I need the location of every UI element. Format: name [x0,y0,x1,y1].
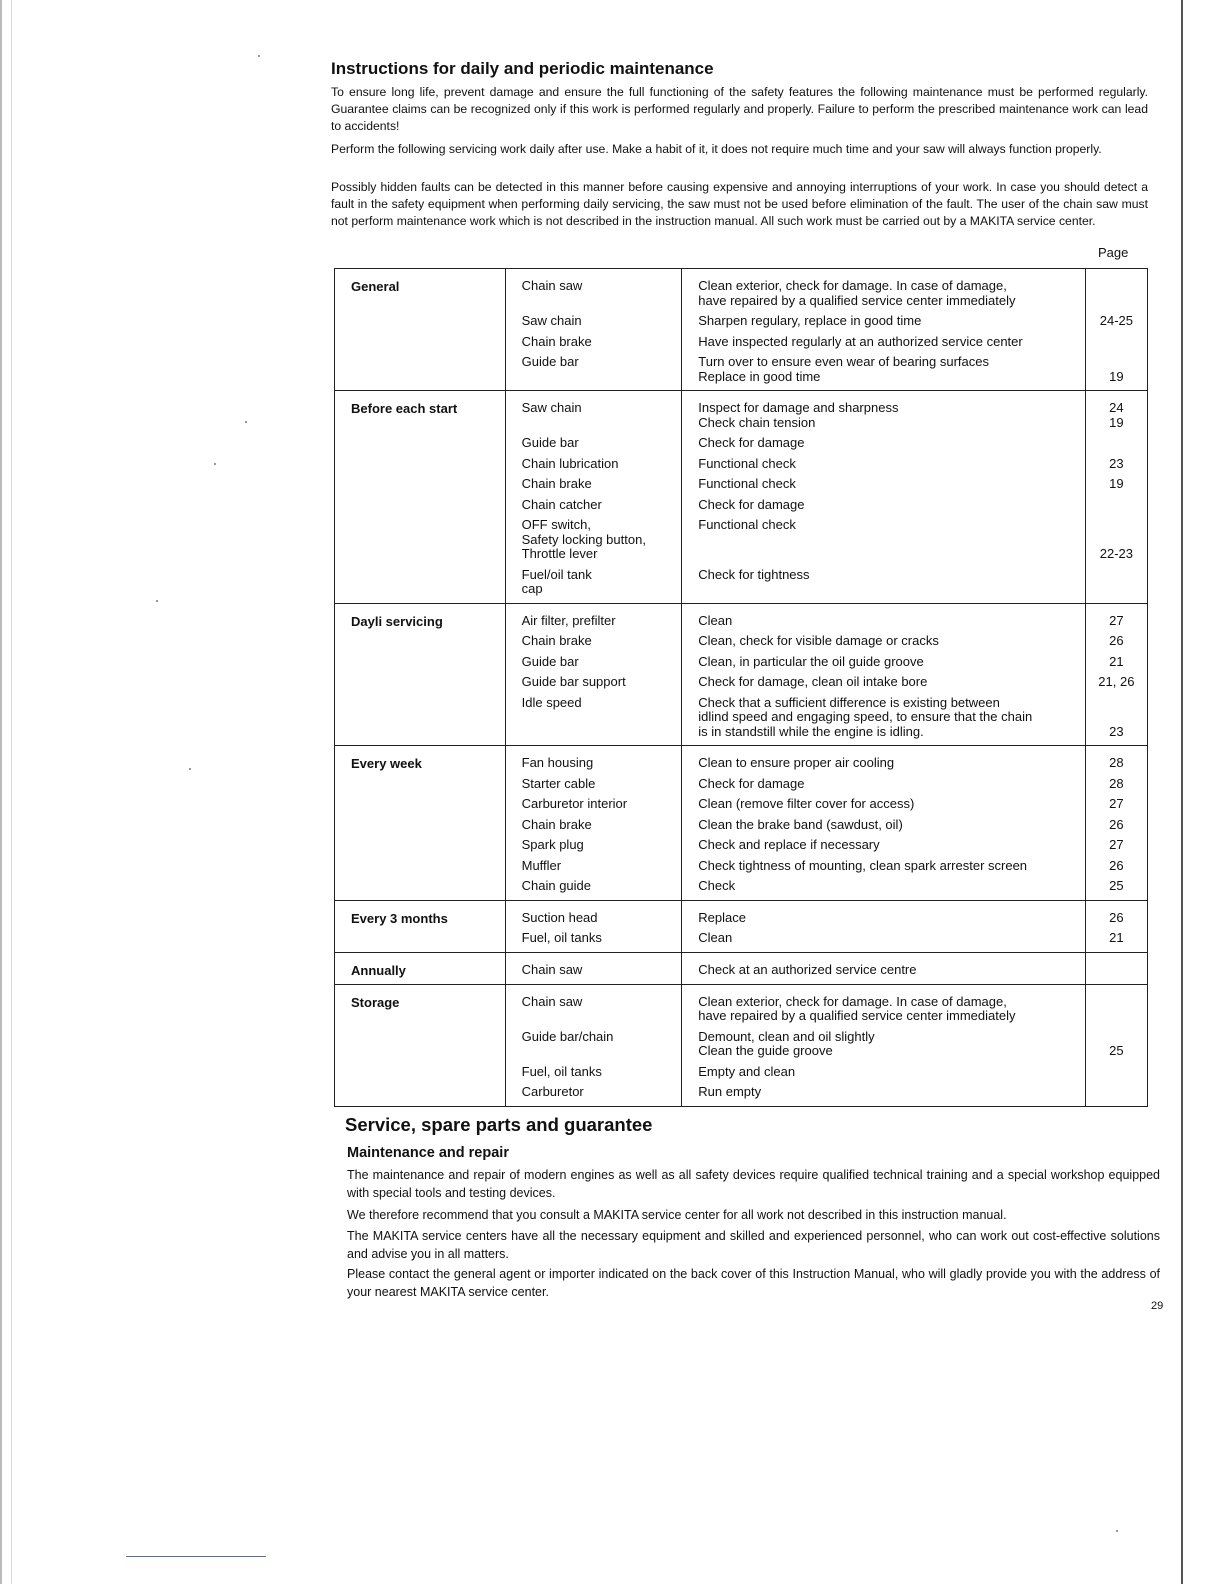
page-reference: 25 [1109,1043,1124,1058]
task-description: Check tightness of mounting, clean spark arrester screen [698,857,1028,873]
scan-speck [1116,1530,1118,1532]
task-description: Check for tightness [698,566,810,582]
table-row [335,746,1148,901]
task-description [698,582,1074,597]
part-name: Spark plug [521,837,584,852]
part-cell [505,603,682,746]
part-cell [505,900,682,952]
part-cell [505,984,682,1106]
task-description: Inspect for damage and sharpness [698,400,899,415]
task-description: Check for damage [698,435,805,450]
page-reference: 27 [1109,837,1124,852]
task-description: Clean [698,930,733,945]
page-reference: 26 [1109,909,1124,925]
interval-label: Every 3 months [351,910,448,926]
page-column-label: Page [1098,245,1129,260]
task-description: Functional check [698,476,796,491]
task-description [698,547,1074,562]
footer-rule [126,1556,266,1557]
table-row [335,952,1148,984]
page-cell [1085,746,1147,901]
part-name [522,710,672,725]
page-reference [1088,568,1145,583]
part-name [522,1009,672,1024]
part-name: Chain brake [521,816,592,832]
task-description: Replace [698,909,746,925]
part-name: Muffler [521,857,562,873]
task-description: Check for damage, clean oil intake bore [698,674,928,689]
part-name: Guide bar/chain [521,1028,614,1044]
task-cell [682,746,1085,901]
task-cell [682,900,1085,952]
part-name: Idle speed [521,694,582,710]
page-reference: 28 [1109,755,1124,770]
part-name: Chain saw [521,278,583,293]
page-reference [1088,436,1145,451]
part-cell [505,269,682,391]
scan-speck [245,421,247,423]
page-reference [1088,533,1145,548]
interval-label: Dayli servicing [351,613,443,629]
page-reference: 26 [1109,816,1124,832]
part-cell [505,391,682,604]
page-reference [1088,696,1145,711]
maintenance-table [334,268,1148,1107]
task-cell [682,984,1085,1106]
table-row [335,603,1148,746]
part-name: cap [521,581,543,596]
task-description: Replace in good time [698,368,821,384]
intro-paragraph: Possibly hidden faults can be detected in this manner before causing expensive and annoying interruptions of your work. In case you should detect a fault in the safety equipment when performing daily servicing, the saw must not be used before elimination of the fault. The user of the chain saw must not perform maintenance work which is not described in the instruction manual. All such work must be carried out by a MAKITA service center. [331,180,1148,228]
part-name: OFF switch, [521,517,591,532]
part-name: Chain saw [521,993,583,1009]
part-name: Fuel, oil tanks [521,930,602,945]
interval-label: Every week [351,756,422,771]
page-reference: 26 [1109,633,1124,648]
page-reference [1088,279,1145,294]
page-reference: 23 [1109,723,1124,739]
part-name [522,725,672,740]
intro-paragraph: To ensure long life, prevent damage and ensure the full functioning of the safety features the following maintenance must be performed regularly. Guarantee claims can be recognized only if this work is performed regularly and properly. Failure to perform the prescribed maintenance work can lead to accidents! [331,85,1148,133]
page-reference [1088,498,1145,513]
task-description: Clean, in particular the oil guide groove [698,653,924,669]
page-reference [1088,1085,1145,1100]
task-description: Check for damage [698,496,805,512]
part-name: Carburetor interior [521,796,628,811]
part-name: Chain brake [521,476,592,491]
interval-label: Annually [351,962,406,978]
task-description: Clean the guide groove [698,1043,833,1058]
task-description: Check for damage [698,775,805,791]
task-description: have repaired by a qualified service center immediately [698,292,1016,308]
task-description: Check that a sufficient difference is existing between [698,694,1000,710]
page-cell [1085,603,1147,746]
page-cell [1085,984,1147,1106]
service-paragraph: Please contact the general agent or importer indicated on the back cover of this Instruction Manual, who will gladly provide you with the address of your nearest MAKITA service center. [347,1267,1160,1299]
service-paragraph: The MAKITA service centers have all the necessary equipment and skilled and experienced personnel, who can work out cost-effective solutions and advise you in all matters. [347,1229,1160,1261]
table-row [335,269,1148,391]
page-reference: 19 [1109,414,1124,430]
part-name: Chain saw [521,961,583,977]
page-reference: 27 [1109,796,1124,811]
interval-cell [335,900,506,952]
part-name [522,416,672,431]
page-reference: 19 [1109,368,1124,384]
task-description: Clean exterior, check for damage. In case of damage, [698,993,1007,1009]
interval-cell [335,984,506,1106]
part-name: Chain lubrication [521,455,619,471]
part-name: Fan housing [521,755,594,770]
table-row [335,391,1148,604]
task-description: Turn over to ensure even wear of bearing surfaces [698,354,989,369]
task-description: Functional check [698,517,796,532]
service-section-title: Service, spare parts and guarantee [345,1114,653,1135]
page-reference [1088,963,1145,978]
part-cell [505,746,682,901]
page-cell [1085,900,1147,952]
task-description: Clean, check for visible damage or cracks [698,633,939,648]
table-row [335,900,1148,952]
task-description: Have inspected regularly at an authorized service center [698,333,1023,349]
page-reference [1088,1009,1145,1024]
task-description: Check [698,878,736,893]
task-description: Check chain tension [698,414,816,430]
page-reference: 27 [1109,612,1124,628]
scan-speck [156,600,158,602]
page-reference: 21 [1109,930,1124,945]
part-name: Saw chain [521,313,582,328]
task-description: have repaired by a qualified service center immediately [698,1008,1016,1023]
part-name: Guide bar [521,354,579,369]
page-reference [1088,294,1145,309]
page-reference [1088,518,1145,533]
task-description: Clean the brake band (sawdust, oil) [698,816,903,832]
page-reference [1088,710,1145,725]
interval-cell [335,746,506,901]
interval-label: General [351,279,400,294]
part-name [522,294,672,309]
part-name: Chain brake [521,633,592,648]
page-reference: 24 [1109,400,1124,415]
part-name: Guide bar support [521,674,626,689]
task-description: is in standstill while the engine is idling. [698,723,924,739]
page-cell [1085,269,1147,391]
scan-speck [258,55,260,57]
task-description: Demount, clean and oil slightly [698,1028,875,1044]
part-name: Guide bar [521,435,579,450]
part-name: Safety locking button, [521,531,646,547]
part-name [522,1044,672,1059]
part-name: Guide bar [521,653,579,669]
interval-cell [335,952,506,984]
part-name [522,370,672,385]
interval-label: Storage [351,994,400,1010]
page-reference [1088,335,1145,350]
task-cell [682,391,1085,604]
interval-cell [335,391,506,604]
interval-label: Before each start [351,401,458,416]
task-description: Run empty [698,1084,762,1099]
page-reference: 24-25 [1099,313,1133,328]
interval-cell [335,269,506,391]
task-cell [682,952,1085,984]
part-cell [505,952,682,984]
page-reference: 21, 26 [1098,674,1135,689]
page-reference: 19 [1109,476,1124,491]
part-name: Fuel, oil tanks [521,1063,602,1079]
task-description: Clean (remove filter cover for access) [698,796,915,811]
task-description: Clean exterior, check for damage. In case of damage, [698,278,1007,293]
task-description: Check at an authorized service centre [698,961,917,977]
page-cell [1085,952,1147,984]
task-description: Sharpen regulary, replace in good time [698,313,922,328]
part-name: Chain brake [521,333,592,349]
task-description: Clean to ensure proper air cooling [698,755,895,770]
scan-speck [189,768,191,770]
part-name: Fuel/oil tank [521,566,592,582]
part-name: Suction head [521,909,598,925]
part-name: Starter cable [521,775,596,791]
page-reference: 28 [1109,775,1124,791]
page-reference: 25 [1109,878,1124,893]
page-reference: 23 [1109,455,1124,471]
page-cell [1085,391,1147,604]
scan-page-edge [1181,0,1183,1584]
part-name: Chain guide [521,878,592,893]
part-name: Carburetor [521,1084,584,1099]
page-reference [1088,1030,1145,1045]
interval-cell [335,603,506,746]
scan-speck [214,463,216,465]
part-name: Air filter, prefilter [521,612,616,628]
service-paragraph: We therefore recommend that you consult a MAKITA service center for all work not described in this instruction manual. [347,1208,1007,1222]
page-reference [1088,582,1145,597]
table-row [335,984,1148,1106]
task-description: Check and replace if necessary [698,837,880,852]
page-reference: 22-23 [1099,546,1133,561]
page-reference: 26 [1109,857,1124,873]
page-reference [1088,355,1145,370]
task-cell [682,269,1085,391]
page-number: 29 [1151,1300,1164,1312]
task-description: idlind speed and engaging speed, to ensure that the chain [698,709,1033,724]
part-name: Saw chain [521,400,582,415]
part-name: Throttle lever [521,546,598,561]
page-title: Instructions for daily and periodic maintenance [331,59,714,78]
service-paragraph: The maintenance and repair of modern engines as well as all safety devices require qualified technical training and a special workshop equipped with special tools and testing devices. [347,1168,1160,1200]
page-reference: 21 [1109,653,1124,669]
maintenance-repair-subtitle: Maintenance and repair [347,1145,509,1161]
task-description: Empty and clean [698,1063,796,1079]
part-name: Chain catcher [521,496,602,512]
intro-paragraph: Perform the following servicing work daily after use. Make a habit of it, it does not require much time and your saw will always function properly. [331,142,1102,156]
page-reference [1088,1065,1145,1080]
scan-binding-edge [0,0,12,1584]
page-reference [1088,995,1145,1010]
task-cell [682,603,1085,746]
task-description [698,533,1074,548]
task-description: Functional check [698,455,796,471]
task-description: Clean [698,612,733,628]
